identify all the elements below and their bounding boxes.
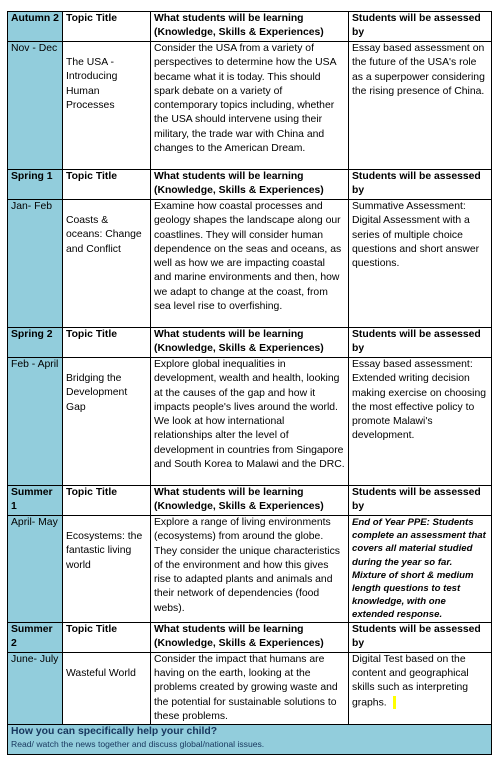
term-dates: Nov - Dec — [8, 42, 63, 170]
term-header-row — [8, 12, 492, 42]
topic-column-header: Topic Title — [63, 12, 151, 42]
assessment-description: Essay based assessment on the future of the USA's role as a superpower considering the rising presence of China. — [349, 42, 492, 170]
topic-title: Bridging the Development Gap — [63, 358, 151, 486]
term-header-row — [8, 486, 492, 516]
assessment-cell — [349, 652, 492, 724]
curriculum-table — [7, 11, 492, 755]
learning-description: Consider the USA from a variety of perspectives to determine how the USA became what it is today. This should spark debate on a variety of contemporary topics including, whether the USA should intervene using their military, the trade war with China and changes to the American Dream. — [151, 42, 349, 170]
learning-column-header: What students will be learning (Knowledge, Skills & Experiences) — [151, 486, 349, 516]
assessed-column-header: Students will be assessed by — [349, 328, 492, 358]
term-body-row — [8, 358, 492, 486]
learning-description: Explore a range of living environments (ecosystems) from around the globe. They consider the unique characteristics of the environment and how this gives rise to adapted plants and animals and their network of dependencies (food webs). — [151, 516, 349, 623]
learning-column-header: What students will be learning (Knowledge, Skills & Experiences) — [151, 328, 349, 358]
term-body-row — [8, 42, 492, 170]
curriculum-document — [7, 11, 492, 755]
learning-description: Examine how coastal processes and geology shapes the landscape along our coastlines. They will consider human dependence on the seas and oceans, as well as how we are impacting coastal and marine environments and then, how we adapt to change at the coast, from sea level rise to overfishing. — [151, 200, 349, 328]
assessment-description: Summative Assessment: Digital Assessment with a series of multiple choice questions and short answer questions. — [349, 200, 492, 328]
term-dates: Jan- Feb — [8, 200, 63, 328]
learning-description: Consider the impact that humans are having on the earth, looking at the problems created by growing waste and the potential for sustainable solutions to these problems. — [151, 652, 349, 724]
term-dates: June- July — [8, 652, 63, 724]
learning-column-header: What students will be learning (Knowledge, Skills & Experiences) — [151, 170, 349, 200]
term-header-row — [8, 170, 492, 200]
help-answer: Read/ watch the news together and discuss global/national issues. — [11, 739, 265, 750]
topic-column-header: Topic Title — [63, 622, 151, 652]
assessment-description: End of Year PPE: Students complete an assessment that covers all material studied during the year so far. Mixture of short & medium length questions to test knowledge, with one extended response. — [349, 516, 492, 623]
topic-column-header: Topic Title — [63, 486, 151, 516]
term-label: Summer 2 — [8, 622, 63, 652]
assessed-column-header: Students will be assessed by — [349, 170, 492, 200]
topic-title: Ecosystems: the fantastic living world — [63, 516, 151, 623]
assessed-column-header: Students will be assessed by — [349, 622, 492, 652]
assessment-description: Digital Test based on the content and geographical skills such as interpreting graphs. — [352, 653, 469, 708]
term-body-row — [8, 516, 492, 623]
topic-title: Wasteful World — [63, 652, 151, 724]
highlight-mark — [393, 696, 396, 709]
assessment-description: Essay based assessment: Extended writing decision making exercise on choosing the most effective policy to promote Malawi's development. — [349, 358, 492, 486]
topic-column-header: Topic Title — [63, 170, 151, 200]
help-footer — [8, 725, 492, 755]
help-footer-row — [8, 725, 492, 755]
term-label: Spring 1 — [8, 170, 63, 200]
learning-column-header: What students will be learning (Knowledge, Skills & Experiences) — [151, 12, 349, 42]
term-header-row — [8, 328, 492, 358]
term-label: Spring 2 — [8, 328, 63, 358]
topic-column-header: Topic Title — [63, 328, 151, 358]
assessed-column-header: Students will be assessed by — [349, 12, 492, 42]
learning-description: Explore global inequalities in development, wealth and health, looking at the causes of the gap and how it impacts people's lives around the world. We look at how international relationships alter the level of development in countries from Singapore and South Korea to Malawi and the DRC. — [151, 358, 349, 486]
learning-column-header: What students will be learning (Knowledge, Skills & Experiences) — [151, 622, 349, 652]
topic-title: The USA - Introducing Human Processes — [63, 42, 151, 170]
assessed-column-header: Students will be assessed by — [349, 486, 492, 516]
topic-title: Coasts & oceans: Change and Conflict — [63, 200, 151, 328]
term-dates: Feb - April — [8, 358, 63, 486]
term-body-row — [8, 200, 492, 328]
help-question: How you can specifically help your child? — [11, 726, 218, 738]
term-header-row — [8, 622, 492, 652]
term-label: Autumn 2 — [8, 12, 63, 42]
term-label: Summer 1 — [8, 486, 63, 516]
term-dates: April- May — [8, 516, 63, 623]
term-body-row — [8, 652, 492, 724]
